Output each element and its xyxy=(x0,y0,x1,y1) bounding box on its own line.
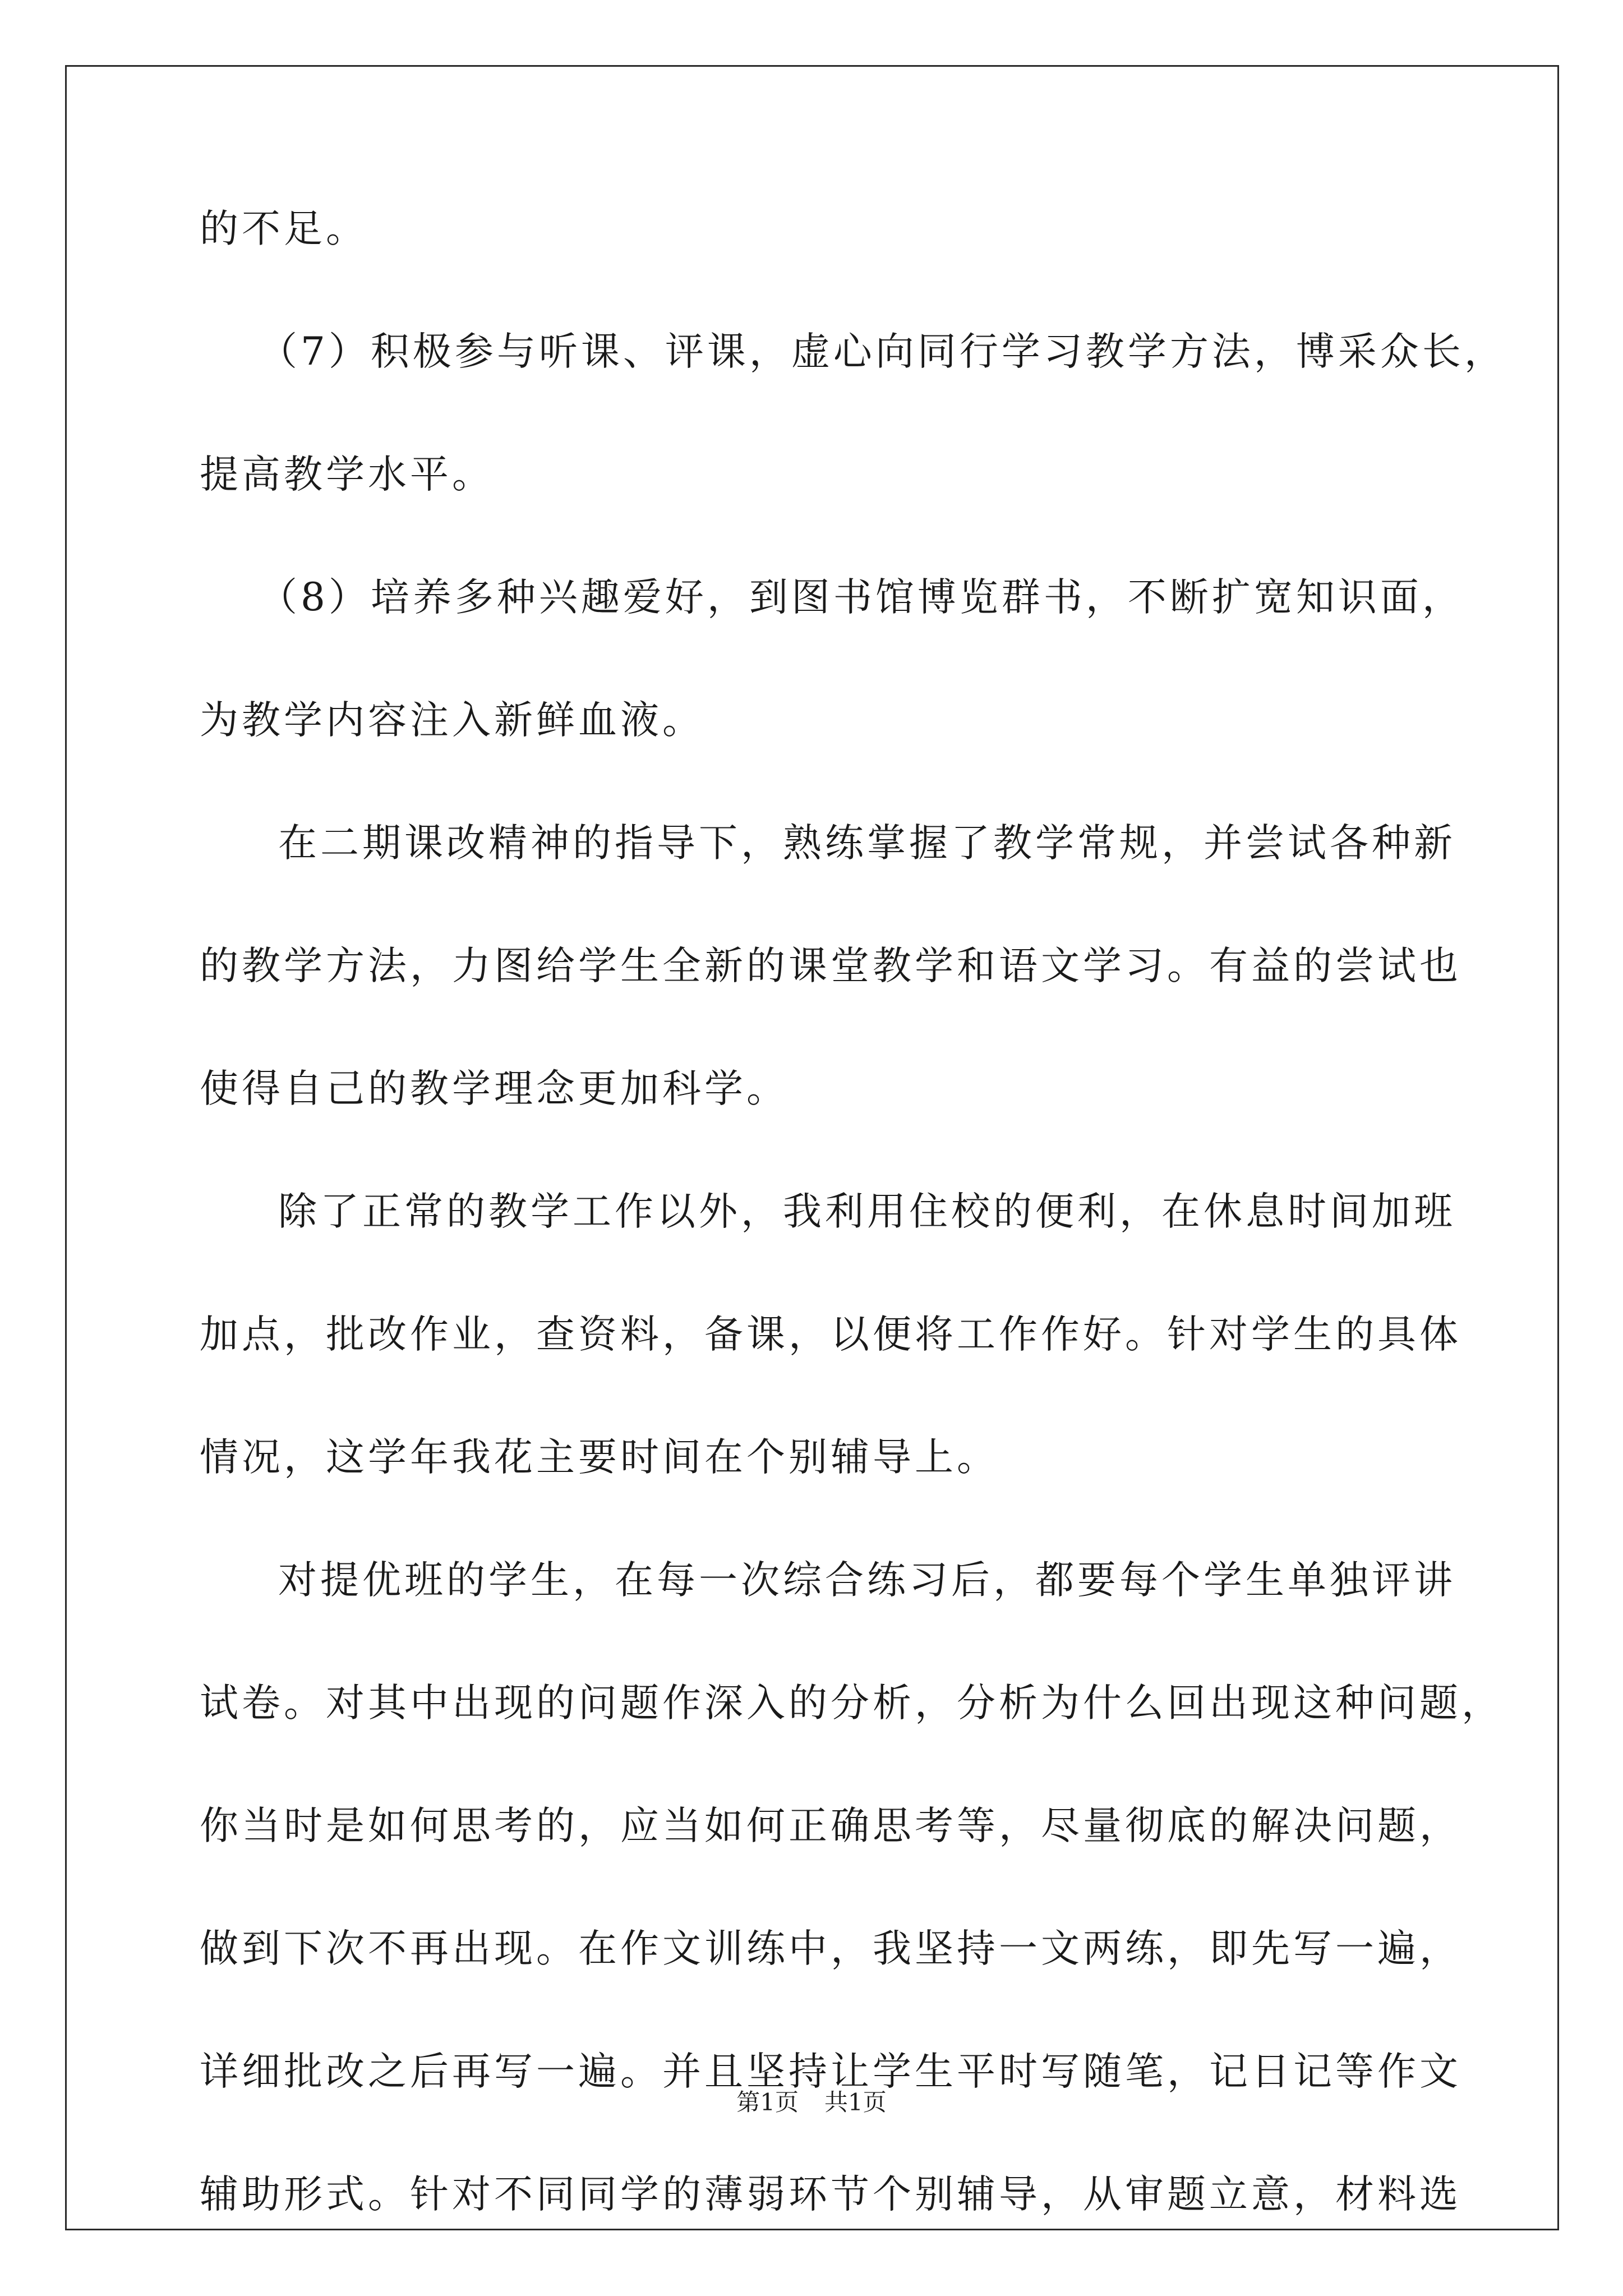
text-line: 除了正常的教学工作以外，我利用住校的便利，在休息时间加班 xyxy=(278,1189,1456,1234)
text-line: 在二期课改精神的指导下，熟练掌握了教学常规，并尝试各种新 xyxy=(278,821,1456,866)
text-line: （8）培养多种兴趣爱好，到图书馆博览群书，不断扩宽知识面， xyxy=(259,575,1464,620)
text-line: 使得自己的教学理念更加科学。 xyxy=(200,1066,789,1111)
text-line: 详细批改之后再写一遍。并且坚持让学生平时写随笔，记日记等作文 xyxy=(200,2049,1461,2094)
text-line: 对提优班的学生，在每一次综合练习后，都要每个学生单独评讲 xyxy=(278,1558,1456,1603)
text-line: 加点，批改作业，查资料，备课，以便将工作作好。针对学生的具体 xyxy=(200,1312,1461,1357)
text-line: 提高教学水平。 xyxy=(200,452,494,497)
text-line: 试卷。对其中出现的问题作深入的分析，分析为什么回出现这种问题， xyxy=(200,1681,1504,1726)
text-line: 的教学方法，力图给学生全新的课堂教学和语文学习。有益的尝试也 xyxy=(200,944,1461,988)
text-line: （7）积极参与听课、评课，虚心向同行学习教学方法，博采众长， xyxy=(259,329,1506,374)
page-total-label: 共1页 xyxy=(824,2088,887,2116)
text-line: 为教学内容注入新鲜血液。 xyxy=(200,698,704,743)
document-body xyxy=(200,200,1506,2224)
text-line: 辅助形式。针对不同同学的薄弱环节个别辅导，从审题立意，材料选 xyxy=(200,2172,1461,2217)
page-footer xyxy=(0,2086,1623,2119)
text-line: 的不足。 xyxy=(200,206,368,251)
text-line: 情况，这学年我花主要时间在个别辅导上。 xyxy=(200,1435,999,1480)
page-current-label: 第1页 xyxy=(736,2088,799,2116)
text-line: 你当时是如何思考的，应当如何正确思考等，尽量彻底的解决问题， xyxy=(200,1803,1461,1848)
text-line: 做到下次不再出现。在作文训练中，我坚持一文两练，即先写一遍， xyxy=(200,1926,1461,1971)
